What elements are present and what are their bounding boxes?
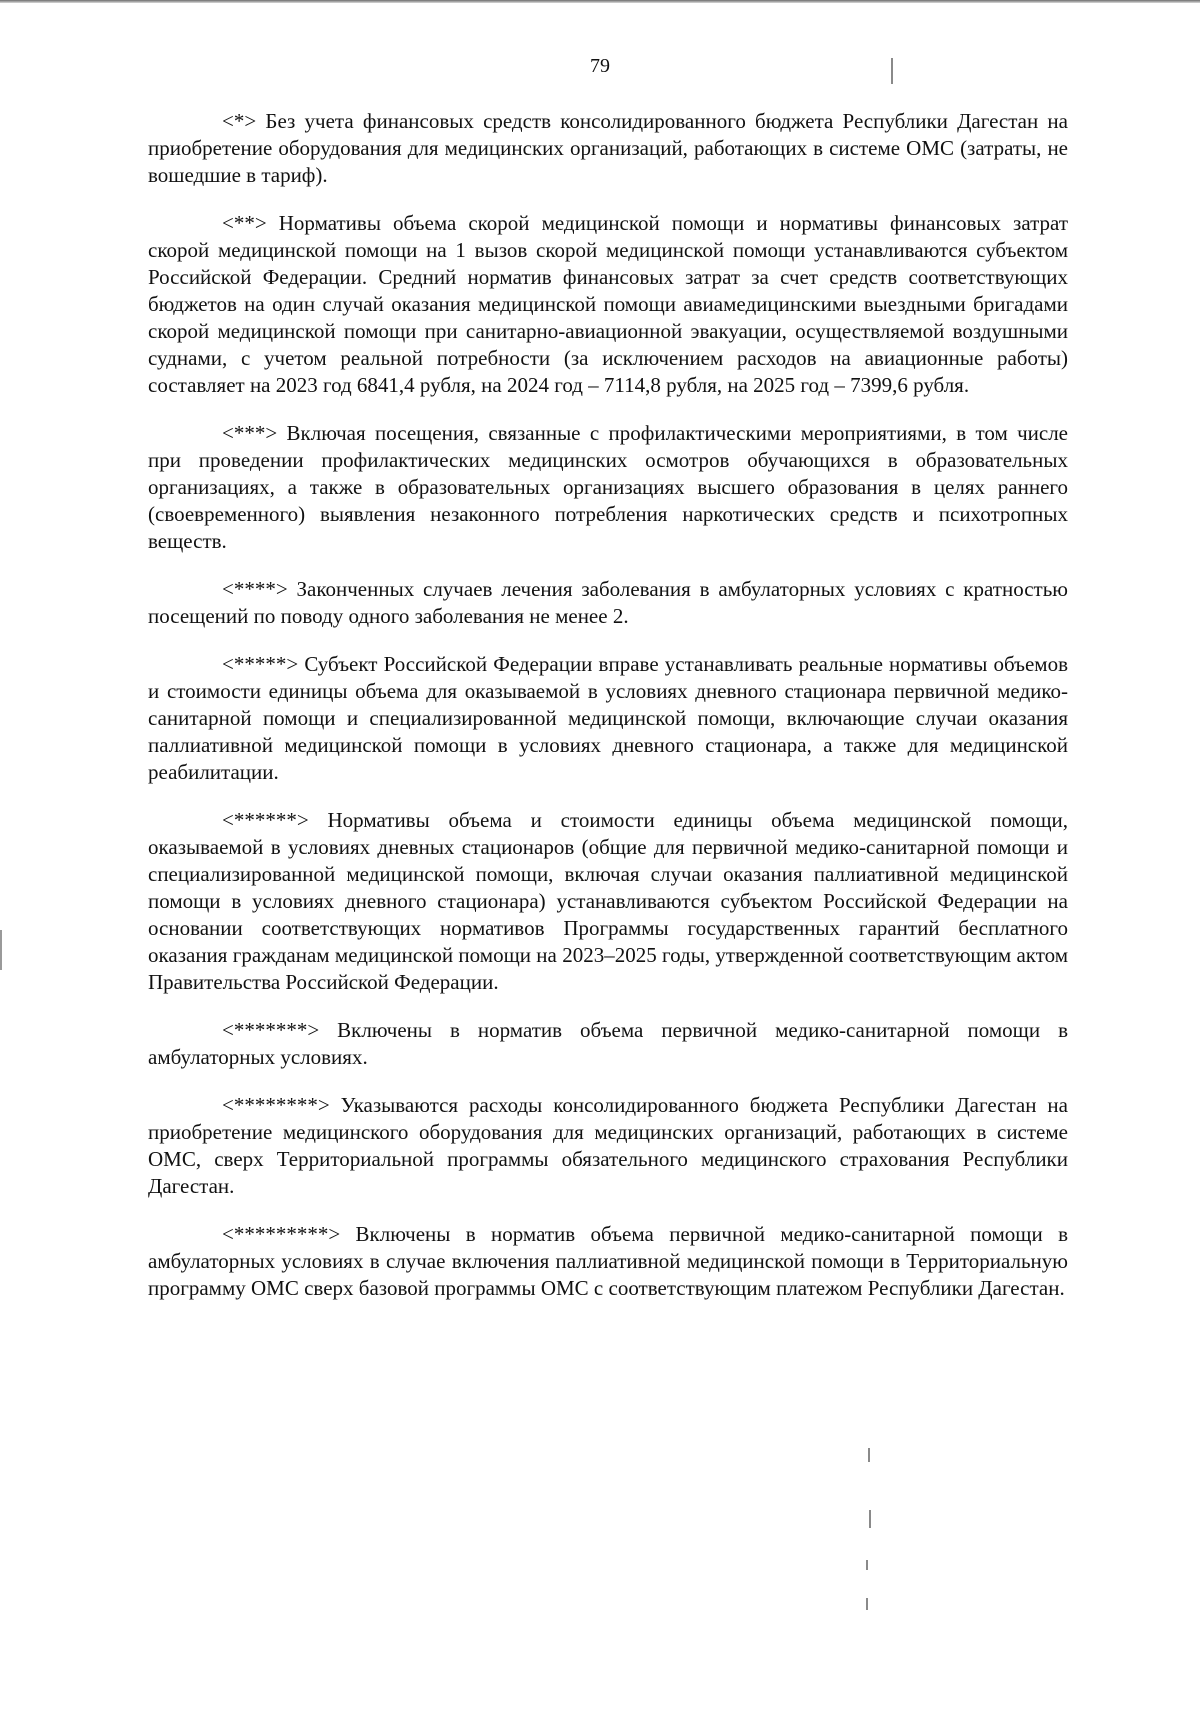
footnote-3: <***> Включая посещения, связанные с профилактическими мероприятиями, в том числе при проведении профилактических медицинских осмотров обучающихся в образовательных организациях, а также в образовательных организациях высшего образования в целях раннего (своевременного) выявления незаконного потребления наркотических средств и психотропных веществ. [148, 421, 1068, 553]
footnote-1: <*> Без учета финансовых средств консолидированного бюджета Республики Дагестан на приобретение оборудования для медицинских организаций, работающих в системе ОМС (затраты, не вошедшие в тариф). [148, 109, 1068, 187]
scan-left-mark [0, 930, 2, 970]
scan-speck [868, 1448, 870, 1462]
footnotes-section [148, 108, 1068, 1323]
scan-speck [866, 1598, 868, 1610]
footnote-2: <**> Нормативы объема скорой медицинской помощи и нормативы финансовых затрат скорой медицинской помощи на 1 вызов скорой медицинской помощи устанавливаются субъектом Российской Федерации. Средний норматив финансовых затрат за счет средств соответствующих бюджетов на один случай оказания медицинской помощи авиамедицинскими выездными бригадами скорой медицинской помощи при санитарно-авиационной эвакуации, осуществляемой воздушными суднами, с учетом реальной потребности (за исключением расходов на авиационные работы) составляет на 2023 год 6841,4 рубля, на 2024 год – 7114,8 рубля, на 2025 год – 7399,6 рубля. [148, 211, 1068, 397]
scan-speck [869, 1510, 871, 1528]
scan-top-edge [0, 0, 1200, 3]
scan-speck [866, 1560, 868, 1570]
footnote-4: <****> Законченных случаев лечения заболевания в амбулаторных условиях с кратностью посещений по поводу одного заболевания не менее 2. [148, 577, 1068, 628]
footnote-9: <*********> Включены в норматив объема первичной медико-санитарной помощи в амбулаторных условиях в случае включения паллиативной медицинской помощи в Территориальную программу ОМС сверх базовой программы ОМС с соответствующим платежом Республики Дагестан. [148, 1222, 1068, 1300]
footnote-8: <********> Указываются расходы консолидированного бюджета Республики Дагестан на приобретение медицинского оборудования для медицинских организаций, работающих в системе ОМС, сверх Территориальной программы обязательного медицинского страхования Республики Дагестан. [148, 1093, 1068, 1198]
scan-speck [891, 58, 893, 84]
footnote-6: <******> Нормативы объема и стоимости единицы объема медицинской помощи, оказываемой в условиях дневных стационаров (общие для первичной медико-санитарной помощи и специализированной медицинской помощи, включая случаи оказания паллиативной медицинской помощи в условиях дневного стационара) устанавливаются субъектом Российской Федерации на основании соответствующих нормативов Программы государственных гарантий бесплатного оказания гражданам медицинской помощи на 2023–2025 годы, утвержденной соответствующим актом Правительства Российской Федерации. [148, 808, 1068, 994]
footnote-7: <*******> Включены в норматив объема первичной медико-санитарной помощи в амбулаторных условиях. [148, 1018, 1068, 1069]
footnote-5: <*****> Субъект Российской Федерации вправе устанавливать реальные нормативы объемов и стоимости единицы объема для оказываемой в условиях дневного стационара первичной медико-санитарной помощи и специализированной медицинской помощи, включающие случаи оказания паллиативной медицинской помощи в условиях дневного стационара, а также для медицинской реабилитации. [148, 652, 1068, 784]
page-number: 79 [590, 55, 610, 77]
